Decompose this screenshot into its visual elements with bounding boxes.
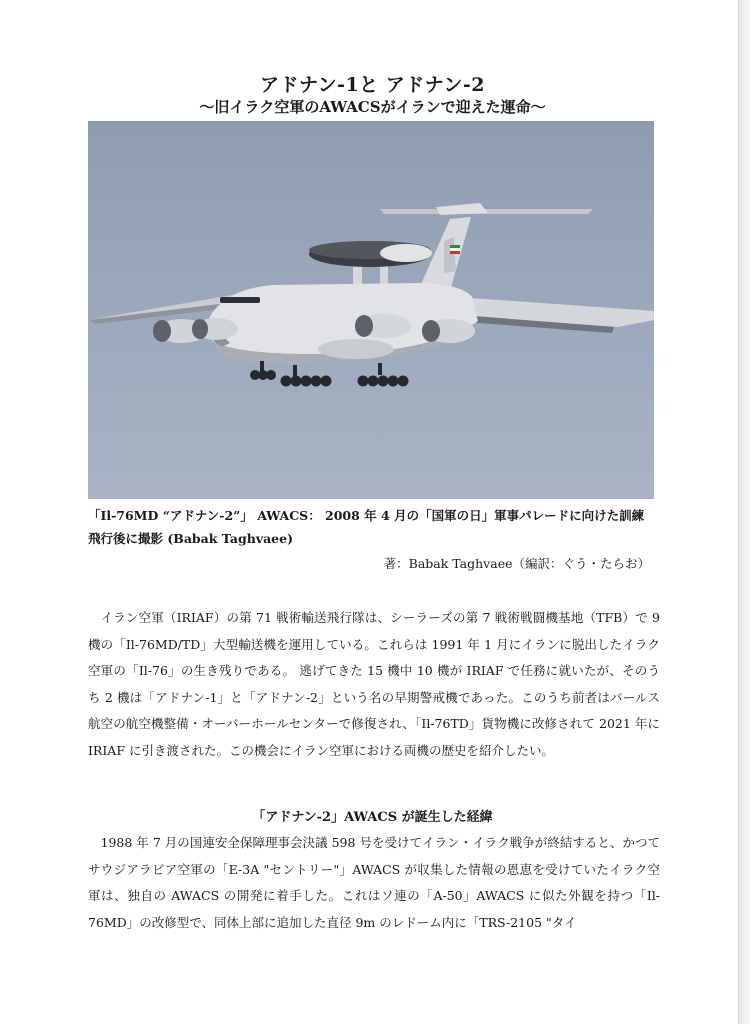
awacs-aircraft-illustration [88, 121, 654, 499]
section-paragraph: 1988 年 7 月の国連安全保障理事会決議 598 号を受けてイラン・イラク戦争が終結すると、かつてサウジアラビア空軍の「E-3A "セントリー"」AWACS が収集した情報の恩恵を受けていたイラク空軍は、独自の AWACS の開発に着手した。これはソ連の「A-50」AWACS に似た外観を持つ「Il-76MD」の改修型で、同体上部に追加した直径 9m のレドーム内に「TRS-2105 "タイ [88, 835, 660, 930]
section-heading: 「アドナン-2」AWACS が誕生した経緯 [252, 810, 493, 825]
intro-paragraph: イラン空軍（IRIAF）の第 71 戦術輸送飛行隊は、シーラーズの第 7 戦術戦闘機基地（TFB）で 9 機の「Il-76MD/TD」大型輸送機を運用している。これらは 1991 年 1 月にイランに脱出したイラク空軍の「Il-76」の生き残りである。 逃げてきた 15 機中 10 機が IRIAF で任務に就いたが、そのうち 2 機は「アドナン-1」と「アドナン-2」という名の早期警戒機であった。このうち前者はパールス航空の航空機整備・オーバーホールセンターで修復され、「Il-76TD」貨物機に改修されて 2021 年に IRIAF に引き渡された。この機会にイラン空軍における両機の歴史を紹介したい。 [88, 610, 660, 758]
document-subtitle: ～旧イラク空軍のAWACSがイランで迎えた運命～ [199, 98, 546, 116]
landing-gear [250, 361, 409, 387]
aircraft-photo [88, 121, 654, 499]
figure-caption: 「Il-76MD “アドナン-2”」 AWACS： 2008 年 4 月の「国軍の日」軍事パレードに向けた訓練飛行後に撮影 (Babak Taghvaee) [88, 508, 645, 546]
page-edge [738, 0, 750, 1024]
document-title: アドナン-1と アドナン-2 [260, 74, 485, 96]
author-credit: 著：Babak Taghvaee（編訳：ぐう・たらお） [383, 556, 650, 571]
